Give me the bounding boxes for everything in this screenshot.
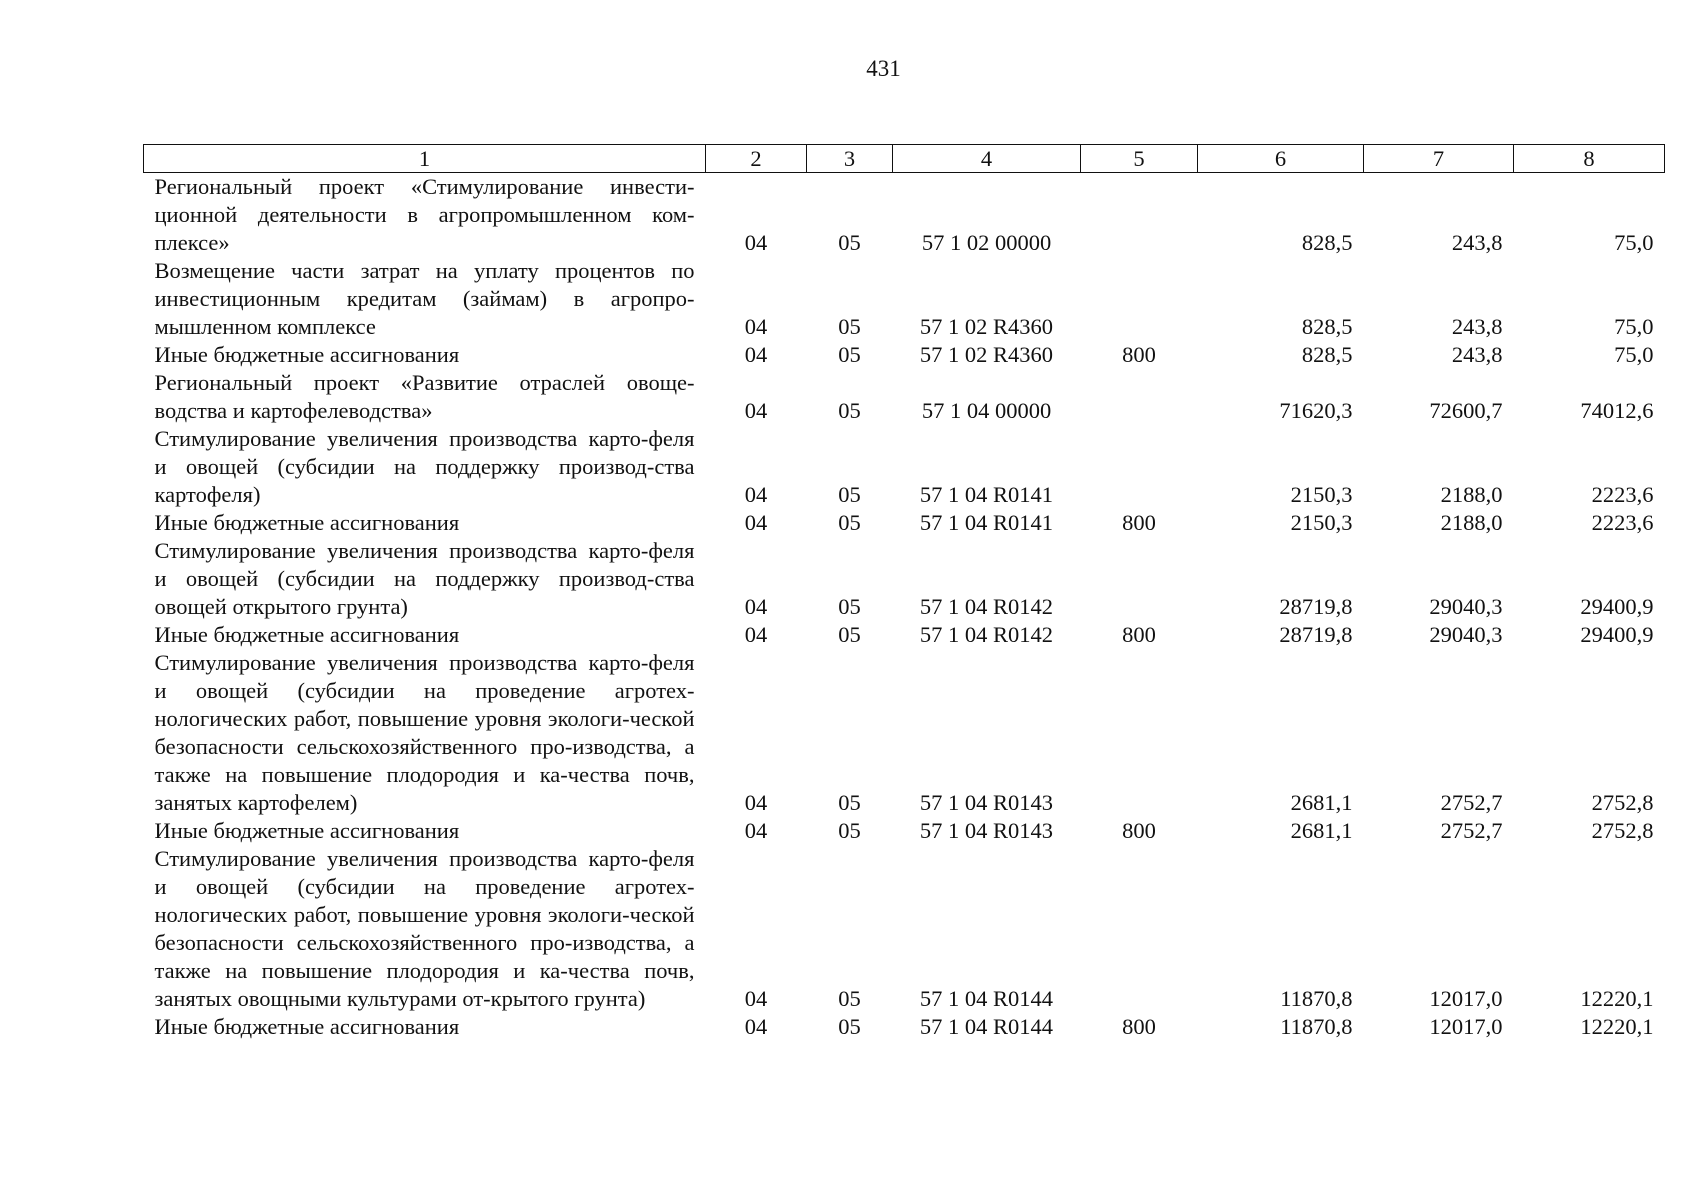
row-section: 04 — [744, 230, 768, 255]
row-amount-1: 11870,8 — [1280, 1014, 1353, 1039]
row-amount-2: 12017,0 — [1429, 986, 1503, 1011]
header-col-5: 5 — [1081, 145, 1198, 173]
page-number: 431 — [866, 56, 901, 81]
row-amount-2: 2752,7 — [1440, 818, 1503, 843]
row-amount-3: 2223,6 — [1591, 510, 1654, 535]
row-expense-type: 800 — [1122, 1014, 1156, 1039]
row-amount-3: 75,0 — [1614, 342, 1654, 367]
row-target-code: 57 1 02 R4360 — [919, 314, 1054, 339]
row-subsection: 05 — [838, 790, 861, 815]
row-subsection: 05 — [838, 314, 861, 339]
row-amount-2: 2752,7 — [1440, 790, 1503, 815]
row-subsection: 05 — [838, 230, 861, 255]
row-amount-1: 2150,3 — [1290, 482, 1353, 507]
row-amount-2: 243,8 — [1451, 342, 1503, 367]
row-section: 04 — [744, 482, 768, 507]
header-col-8: 8 — [1514, 145, 1665, 173]
table-row — [144, 257, 1665, 341]
row-name: Иные бюджетные ассигнования — [154, 818, 460, 843]
row-name: Региональный проект «Стимулирование инвести-ционной деятельности в агропромышленном ком-плексе» — [154, 174, 695, 255]
table-row — [144, 369, 1665, 425]
table-header — [144, 145, 1665, 173]
row-amount-1: 828,5 — [1301, 230, 1353, 255]
row-expense-type — [1081, 425, 1198, 509]
row-expense-type: 800 — [1122, 622, 1156, 647]
budget-table — [143, 144, 1665, 1041]
row-amount-1: 28719,8 — [1279, 622, 1353, 647]
table-row — [144, 845, 1665, 1013]
row-section: 04 — [744, 818, 768, 843]
row-amount-1: 71620,3 — [1279, 398, 1353, 423]
row-section: 04 — [744, 594, 768, 619]
row-name: Возмещение части затрат на уплату процентов по инвестиционным кредитам (займам) в агропро-мышленном комплексе — [154, 258, 695, 339]
row-target-code: 57 1 04 R0143 — [919, 818, 1054, 843]
row-subsection: 05 — [838, 986, 861, 1011]
row-amount-1: 828,5 — [1301, 342, 1353, 367]
table-body — [144, 173, 1665, 1042]
row-amount-2: 2188,0 — [1440, 510, 1503, 535]
row-amount-1: 2150,3 — [1290, 510, 1353, 535]
row-amount-1: 28719,8 — [1279, 594, 1353, 619]
row-target-code: 57 1 04 R0144 — [919, 1014, 1054, 1039]
row-subsection: 05 — [838, 622, 861, 647]
row-amount-1: 2681,1 — [1290, 790, 1353, 815]
row-amount-1: 828,5 — [1301, 314, 1353, 339]
row-subsection: 05 — [838, 398, 861, 423]
row-target-code: 57 1 04 R0141 — [919, 482, 1054, 507]
table-row — [144, 649, 1665, 817]
row-subsection: 05 — [838, 594, 861, 619]
row-target-code: 57 1 04 R0141 — [919, 510, 1054, 535]
row-section: 04 — [744, 1014, 768, 1039]
row-name: Региональный проект «Развитие отраслей овоще-водства и картофелеводства» — [154, 370, 695, 423]
row-amount-2: 2188,0 — [1440, 482, 1503, 507]
row-amount-2: 29040,3 — [1429, 594, 1503, 619]
row-name: Стимулирование увеличения производства карто-феля и овощей (субсидии на проведение агротех-нологических работ, повышение уровня экологи-ческой безопасности сельскохозяйственного про-изводства, а также на повышение плодородия и ка-чества почв, занятых картофелем) — [154, 650, 695, 815]
row-amount-3: 29400,9 — [1580, 622, 1654, 647]
row-amount-3: 2752,8 — [1591, 790, 1654, 815]
row-section: 04 — [744, 342, 768, 367]
header-col-4: 4 — [893, 145, 1081, 173]
row-section: 04 — [744, 986, 768, 1011]
row-amount-2: 29040,3 — [1429, 622, 1503, 647]
row-amount-3: 29400,9 — [1580, 594, 1654, 619]
row-expense-type: 800 — [1122, 342, 1156, 367]
row-name: Стимулирование увеличения производства карто-феля и овощей (субсидии на поддержку производ-ства овощей открытого грунта) — [154, 538, 695, 619]
row-name: Иные бюджетные ассигнования — [154, 1014, 460, 1039]
row-name: Иные бюджетные ассигнования — [154, 622, 460, 647]
row-name: Стимулирование увеличения производства карто-феля и овощей (субсидии на проведение агротех-нологических работ, повышение уровня экологи-ческой безопасности сельскохозяйственного про-изводства, а также на повышение плодородия и ка-чества почв, занятых овощными культурами от-крытого грунта) — [154, 846, 695, 1011]
row-expense-type — [1081, 369, 1198, 425]
row-amount-3: 12220,1 — [1580, 986, 1654, 1011]
row-target-code: 57 1 04 R0142 — [919, 594, 1054, 619]
row-amount-3: 12220,1 — [1580, 1014, 1654, 1039]
row-expense-type — [1081, 845, 1198, 1013]
row-section: 04 — [744, 790, 768, 815]
row-amount-3: 2752,8 — [1591, 818, 1654, 843]
row-amount-1: 2681,1 — [1290, 818, 1353, 843]
table-row — [144, 817, 1665, 845]
table-row — [144, 173, 1665, 258]
row-target-code: 57 1 04 R0144 — [919, 986, 1054, 1011]
row-target-code: 57 1 04 00000 — [921, 398, 1052, 423]
row-name: Стимулирование увеличения производства карто-феля и овощей (субсидии на поддержку производ-ства картофеля) — [154, 426, 695, 507]
row-amount-2: 243,8 — [1451, 314, 1503, 339]
row-section: 04 — [744, 622, 768, 647]
row-expense-type: 800 — [1122, 818, 1156, 843]
row-target-code: 57 1 04 R0142 — [919, 622, 1054, 647]
row-amount-2: 243,8 — [1451, 230, 1503, 255]
row-subsection: 05 — [838, 1014, 861, 1039]
header-col-3: 3 — [807, 145, 893, 173]
header-col-6: 6 — [1198, 145, 1364, 173]
row-amount-3: 74012,6 — [1580, 398, 1654, 423]
row-subsection: 05 — [838, 342, 861, 367]
row-amount-1: 11870,8 — [1280, 986, 1353, 1011]
row-name: Иные бюджетные ассигнования — [154, 510, 460, 535]
header-col-2: 2 — [706, 145, 807, 173]
header-row — [144, 145, 1665, 173]
row-expense-type — [1081, 173, 1198, 258]
table-row — [144, 621, 1665, 649]
row-target-code: 57 1 02 R4360 — [919, 342, 1054, 367]
row-expense-type — [1081, 537, 1198, 621]
table-row — [144, 341, 1665, 369]
row-expense-type — [1081, 649, 1198, 817]
row-amount-3: 75,0 — [1614, 230, 1654, 255]
row-expense-type — [1081, 257, 1198, 341]
row-section: 04 — [744, 398, 768, 423]
row-expense-type: 800 — [1122, 510, 1156, 535]
table-row — [144, 425, 1665, 509]
row-amount-2: 72600,7 — [1429, 398, 1503, 423]
row-amount-2: 12017,0 — [1429, 1014, 1503, 1039]
row-subsection: 05 — [838, 510, 861, 535]
row-subsection: 05 — [838, 818, 861, 843]
table-row — [144, 537, 1665, 621]
row-section: 04 — [744, 510, 768, 535]
row-amount-3: 2223,6 — [1591, 482, 1654, 507]
row-target-code: 57 1 04 R0143 — [919, 790, 1054, 815]
table-row — [144, 509, 1665, 537]
table-row — [144, 1013, 1665, 1041]
header-col-7: 7 — [1364, 145, 1514, 173]
row-target-code: 57 1 02 00000 — [921, 230, 1052, 255]
row-section: 04 — [744, 314, 768, 339]
row-name: Иные бюджетные ассигнования — [154, 342, 460, 367]
header-col-1: 1 — [144, 145, 706, 173]
row-amount-3: 75,0 — [1614, 314, 1654, 339]
row-subsection: 05 — [838, 482, 861, 507]
